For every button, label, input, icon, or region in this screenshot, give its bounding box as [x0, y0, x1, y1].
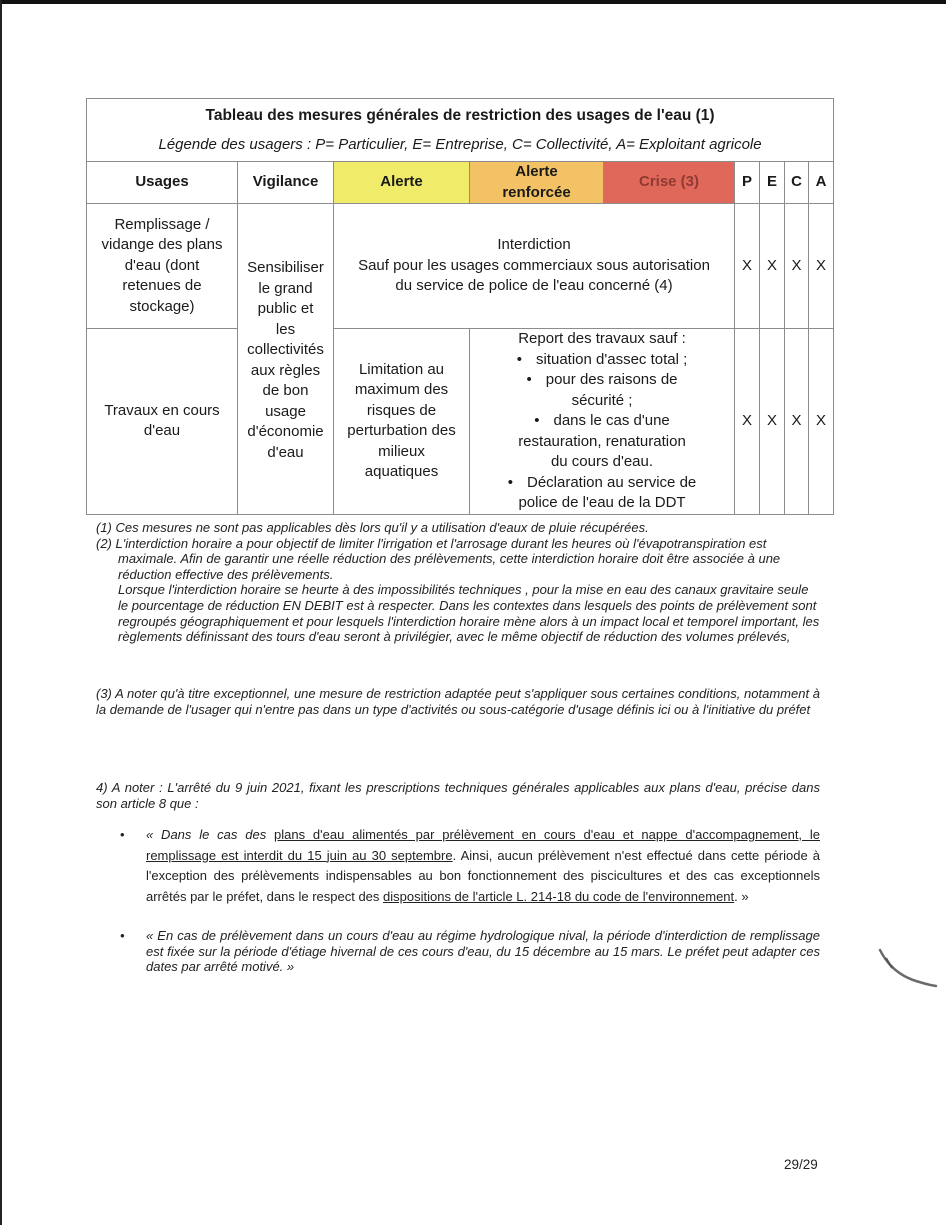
- cell-e: X: [760, 329, 785, 515]
- underlined-text: plans d'eau alimentés par prélèvement en cours d'eau et nappe d'accompagnement, le remplissage est interdit du 15 juin au 30 septembre: [146, 827, 820, 863]
- restriction-table: [86, 98, 834, 515]
- header-c: C: [785, 162, 809, 204]
- header-alerte-renforcee: Alerte renforcée: [470, 162, 604, 204]
- header-alerte: Alerte: [334, 162, 470, 204]
- renforcee-crise-measure: [470, 329, 735, 515]
- table-title-cell: [87, 99, 834, 162]
- bullet: •: [120, 928, 125, 943]
- cell-e: X: [760, 204, 785, 329]
- vigilance-measure: Sensibiliser le grand public et les collectivités aux règles de bon usage d'économie d'eau: [238, 204, 334, 515]
- cell-c: X: [785, 329, 809, 515]
- renforcee-line: • pour des raisons de: [526, 371, 678, 388]
- footnote-4-block: [96, 780, 820, 811]
- usage-travaux: Travaux en cours d'eau: [87, 329, 238, 515]
- pen-mark-icon: [878, 948, 938, 993]
- footnote-1: (1) Ces mesures ne sont pas applicables dès lors qu'il y a utilisation d'eaux de pluie récupérées.: [96, 520, 649, 535]
- header-crise: Crise (3): [604, 162, 735, 204]
- cell-c: X: [785, 204, 809, 329]
- underlined-text: dispositions de l'article L. 214-18 du code de l'environnement: [383, 888, 735, 904]
- cell-a: X: [809, 329, 834, 515]
- footnote-3-block: [96, 686, 820, 717]
- renforcee-line: restauration, renaturation: [518, 432, 686, 450]
- table-title: Tableau des mesures générales de restriction des usages de l'eau (1): [205, 107, 715, 124]
- renforcee-intro: Report des travaux sauf :: [518, 330, 686, 347]
- renforcee-line: police de l'eau de la DDT: [518, 494, 686, 511]
- quote-item-2: • « En cas de prélèvement dans un cours d'eau au régime hydrologique nival, la période d'interdiction de remplissage est fixée sur la période d'étiage hivernal de ces cours d'eau, du 15 décembre au 15 mars. Le préfet peut adapter ces dates par arrêté motivé. »: [120, 928, 820, 975]
- cell-p: X: [735, 204, 760, 329]
- page-number: 29/29: [784, 1157, 818, 1172]
- footnote-2: (2) L'interdiction horaire a pour objectif de limiter l'irrigation et l'arrosage durant les heures où l'évapotranspiration est maximale. Afin de garantir une réelle réduction des prélèvements, cette interdiction horaire doit être associée à une réduction effective des prélèvements.: [96, 535, 781, 582]
- renforcee-line: • Déclaration au service de: [507, 473, 697, 491]
- bullet: •: [120, 827, 125, 842]
- renforcee-line: • situation d'assec total ;: [516, 350, 688, 368]
- footnote-3: (3) A noter qu'à titre exceptionnel, une mesure de restriction adaptée peut s'appliquer sous certaines conditions, notamment à la demande de l'usager qui n'entre pas dans un type d'activités ou sous-catégorie d'usage définis ici ou à l'initiative du préfet: [96, 686, 820, 717]
- cell-a: X: [809, 204, 834, 329]
- usage-remplissage: Remplissage / vidange des plans d'eau (dont retenues de stockage): [87, 204, 238, 329]
- header-usages: Usages: [87, 162, 238, 204]
- quote-item-1: • « Dans le cas des plans d'eau alimentés par prélèvement en cours d'eau et nappe d'accompagnement, le remplissage est interdit du 15 juin au 30 septembre. Ainsi, aucun prélèvement n'est effectué dans cette période à l'exception des prélèvements indispensables au bon fonctionnement des piscicultures et des cas exceptionnels arrêtés par le préfet, dans le respect des dispositions de l'article L. 214-18 du code de l'environnement. »: [120, 827, 820, 904]
- scan-left-edge: [0, 0, 2, 1225]
- header-vigilance: Vigilance: [238, 162, 334, 204]
- table-legend: Légende des usagers : P= Particulier, E= Entreprise, C= Collectivité, A= Exploitant agricole: [158, 135, 762, 153]
- header-a: A: [809, 162, 834, 204]
- interdiction-measure: Interdiction Sauf pour les usages commerciaux sous autorisation du service de police de l'eau concerné (4): [334, 204, 735, 329]
- table-row: [87, 204, 834, 329]
- header-e: E: [760, 162, 785, 204]
- renforcee-line: • dans le cas d'une: [534, 412, 670, 429]
- cell-p: X: [735, 329, 760, 515]
- footnotes-1-2: [96, 520, 820, 645]
- scan-top-edge: [0, 0, 946, 4]
- alerte-measure: Limitation au maximum des risques de perturbation des milieux aquatiques: [334, 329, 470, 515]
- renforcee-line: du cours d'eau.: [550, 453, 654, 470]
- table-row: [87, 329, 834, 515]
- header-p: P: [735, 162, 760, 204]
- table-header-row: [87, 162, 834, 204]
- footnote-2-continued: Lorsque l'interdiction horaire se heurte à des impossibilités techniques , pour la mise en eau des canaux gravitaire seule le pourcentage de réduction EN DEBIT est à respecter. Dans les contextes dans lesquels des points de prélèvement sont regroupés géographiquement et pour lesquels l'interdiction horaire mène alors à un impact local et temporel important, les règlements définissant des tours d'eau seront à privilégier, avec le même objectif de réduction des volumes prélevés,: [118, 582, 820, 645]
- renforcee-line: sécurité ;: [571, 391, 633, 409]
- footnote-4: 4) A noter : L'arrêté du 9 juin 2021, fixant les prescriptions techniques générales applicables aux plans d'eau, précise dans son article 8 que :: [96, 780, 820, 811]
